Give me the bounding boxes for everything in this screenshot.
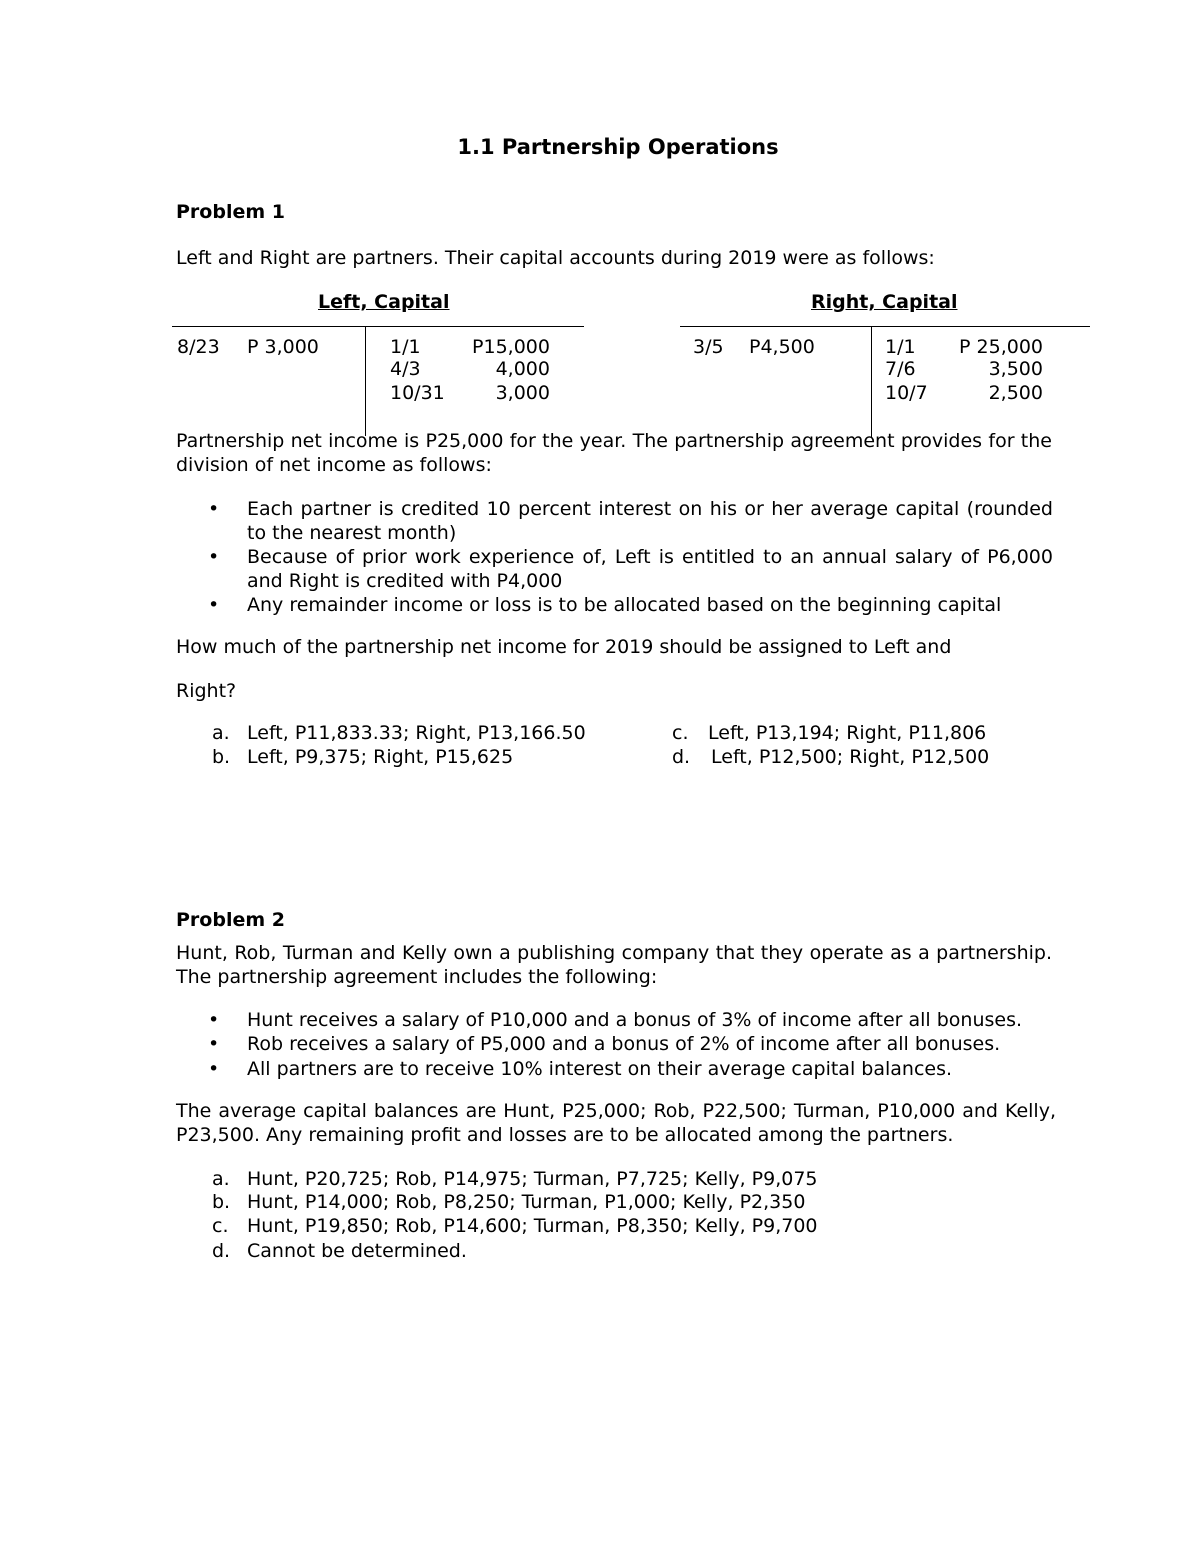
- choice-text: Left, P13,194; Right, P11,806: [708, 722, 987, 744]
- right-account-vertical-rule: [871, 326, 872, 438]
- right-credit-date: 1/1: [885, 336, 916, 358]
- choice-text: Hunt, P14,000; Rob, P8,250; Turman, P1,000; Kelly, P2,350: [247, 1191, 806, 1213]
- choice-text: Hunt, P20,725; Rob, P14,975; Turman, P7,725; Kelly, P9,075: [247, 1168, 818, 1190]
- problem-2-intro: Hunt, Rob, Turman and Kelly own a publishing company that they operate as a partnership. The partnership agreement includes the following:: [176, 942, 1052, 988]
- right-capital-title: Right, Capital: [811, 291, 958, 313]
- list-item: Rob receives a salary of P5,000 and a bonus of 2% of income after all bonuses.: [247, 1033, 1001, 1055]
- bullet-icon: •: [208, 1058, 220, 1080]
- choice-letter: a.: [212, 1168, 230, 1190]
- balances-paragraph: The average capital balances are Hunt, P25,000; Rob, P22,500; Turman, P10,000 and Kelly, P23,500. Any remaining profit and losses are to be allocated among the partners.: [176, 1100, 1056, 1146]
- choice-letter: c.: [672, 722, 689, 744]
- choice-letter: b.: [212, 1191, 231, 1213]
- question-line-2: Right?: [176, 680, 237, 702]
- choice-text: Hunt, P19,850; Rob, P14,600; Turman, P8,350; Kelly, P9,700: [247, 1215, 818, 1237]
- left-credit-amount: 3,000: [495, 382, 550, 404]
- choice-letter: d.: [212, 1240, 231, 1262]
- right-credit-amount: P 25,000: [959, 336, 1043, 358]
- page-title: 1.1 Partnership Operations: [457, 135, 779, 159]
- bullet-icon: •: [208, 594, 220, 616]
- list-item: All partners are to receive 10% interest on their average capital balances.: [247, 1058, 953, 1080]
- question-line-1: How much of the partnership net income for 2019 should be assigned to Left and: [176, 636, 952, 658]
- right-credit-amount: 3,500: [988, 358, 1043, 380]
- choice-letter: a.: [212, 722, 230, 744]
- left-debit-date: 8/23: [177, 336, 220, 358]
- left-capital-title: Left, Capital: [318, 291, 450, 313]
- choice-letter: b.: [212, 746, 231, 768]
- choice-text: Left, P12,500; Right, P12,500: [711, 746, 990, 768]
- right-credit-date: 7/6: [885, 358, 916, 380]
- problem-1-heading: Problem 1: [176, 201, 285, 223]
- choice-text: Left, P9,375; Right, P15,625: [247, 746, 514, 768]
- choice-text: Left, P11,833.33; Right, P13,166.50: [247, 722, 586, 744]
- choice-letter: d.: [672, 746, 691, 768]
- left-credit-amount: P15,000: [472, 336, 550, 358]
- right-debit-amount: P4,500: [749, 336, 815, 358]
- left-credit-amount: 4,000: [495, 358, 550, 380]
- problem-1-intro: Left and Right are partners. Their capital accounts during 2019 were as follows:: [176, 247, 935, 269]
- bullet-icon: •: [208, 1033, 220, 1055]
- list-item: Hunt receives a salary of P10,000 and a bonus of 3% of income after all bonuses.: [247, 1009, 1023, 1031]
- left-credit-date: 10/31: [390, 382, 445, 404]
- bullet-icon: •: [208, 498, 220, 520]
- list-item: Each partner is credited 10 percent interest on his or her average capital (rounded to the nearest month): [247, 498, 1053, 544]
- right-credit-date: 10/7: [885, 382, 928, 404]
- list-item: Any remainder income or loss is to be allocated based on the beginning capital: [247, 594, 1002, 616]
- left-account-vertical-rule: [365, 326, 366, 436]
- bullet-icon: •: [208, 1009, 220, 1031]
- problem-2-heading: Problem 2: [176, 909, 285, 931]
- list-item: Because of prior work experience of, Left is entitled to an annual salary of P6,000 and Right is credited with P4,000: [247, 546, 1053, 592]
- choice-letter: c.: [212, 1215, 229, 1237]
- left-debit-amount: P 3,000: [247, 336, 319, 358]
- left-credit-date: 1/1: [390, 336, 421, 358]
- right-debit-date: 3/5: [693, 336, 724, 358]
- left-account-horizontal-rule: [172, 326, 584, 327]
- net-income-paragraph: Partnership net income is P25,000 for the year. The partnership agreement provides for the division of net income as follows:: [176, 430, 1052, 476]
- right-credit-amount: 2,500: [988, 382, 1043, 404]
- right-account-horizontal-rule: [680, 326, 1090, 327]
- left-credit-date: 4/3: [390, 358, 421, 380]
- bullet-icon: •: [208, 546, 220, 568]
- choice-text: Cannot be determined.: [247, 1240, 467, 1262]
